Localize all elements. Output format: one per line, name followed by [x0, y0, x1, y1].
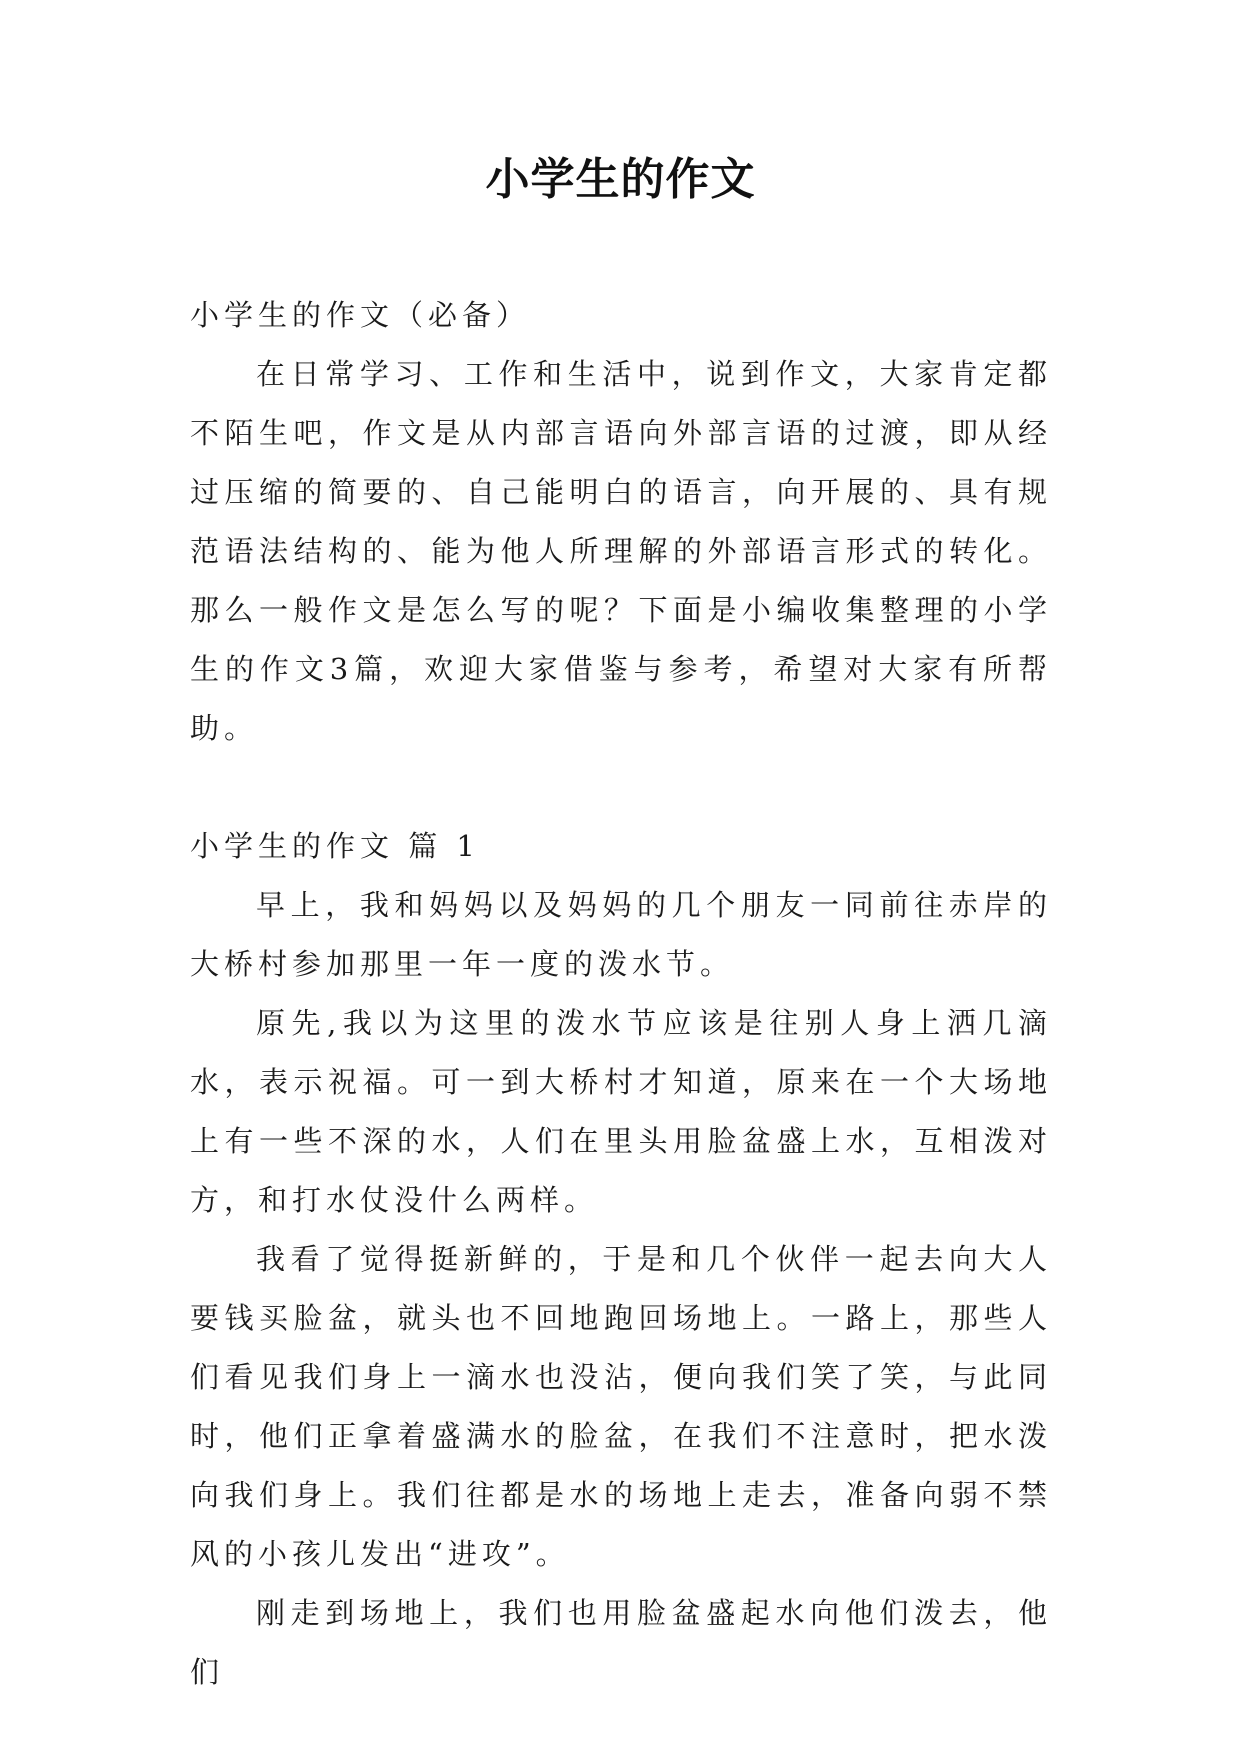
intro-paragraph: 在日常学习、工作和生活中，说到作文，大家肯定都不陌生吧，作文是从内部言语向外部言语的过渡，即从经过压缩的简要的、自己能明白的语言，向开展的、具有规范语法结构的、能为他人所理解的外部语言形式的转化。那么一般作文是怎么写的呢？下面是小编收集整理的小学生的作文3篇，欢迎大家借鉴与参考，希望对大家有所帮助。: [190, 357, 1052, 745]
section-heading: 小学生的作文 篇 1: [190, 829, 480, 863]
section-spacer: [190, 758, 1052, 817]
document-subtitle: 小学生的作文（必备）: [190, 298, 531, 332]
body-paragraph: 早上，我和妈妈以及妈妈的几个朋友一同前往赤岸的大桥村参加那里一年一度的泼水节。: [190, 888, 1052, 981]
body-paragraph: 原先,我以为这里的泼水节应该是往别人身上洒几滴水，表示祝福。可一到大桥村才知道，原来在一个大场地上有一些不深的水，人们在里头用脸盆盛上水，互相泼对方，和打水仗没什么两样。: [190, 1006, 1052, 1217]
body-paragraph: 刚走到场地上，我们也用脸盆盛起水向他们泼去，他们: [190, 1596, 1052, 1689]
document-title: 小学生的作文: [485, 154, 756, 205]
body-paragraph: 我看了觉得挺新鲜的，于是和几个伙伴一起去向大人要钱买脸盆，就头也不回地跑回场地上。一路上，那些人们看见我们身上一滴水也没沾，便向我们笑了笑，与此同时，他们正拿着盛满水的脸盆，在我们不注意时，把水泼向我们身上。我们往都是水的场地上走去，准备向弱不禁风的小孩儿发出“进攻”。: [190, 1242, 1052, 1571]
document-body: [190, 286, 1052, 1702]
